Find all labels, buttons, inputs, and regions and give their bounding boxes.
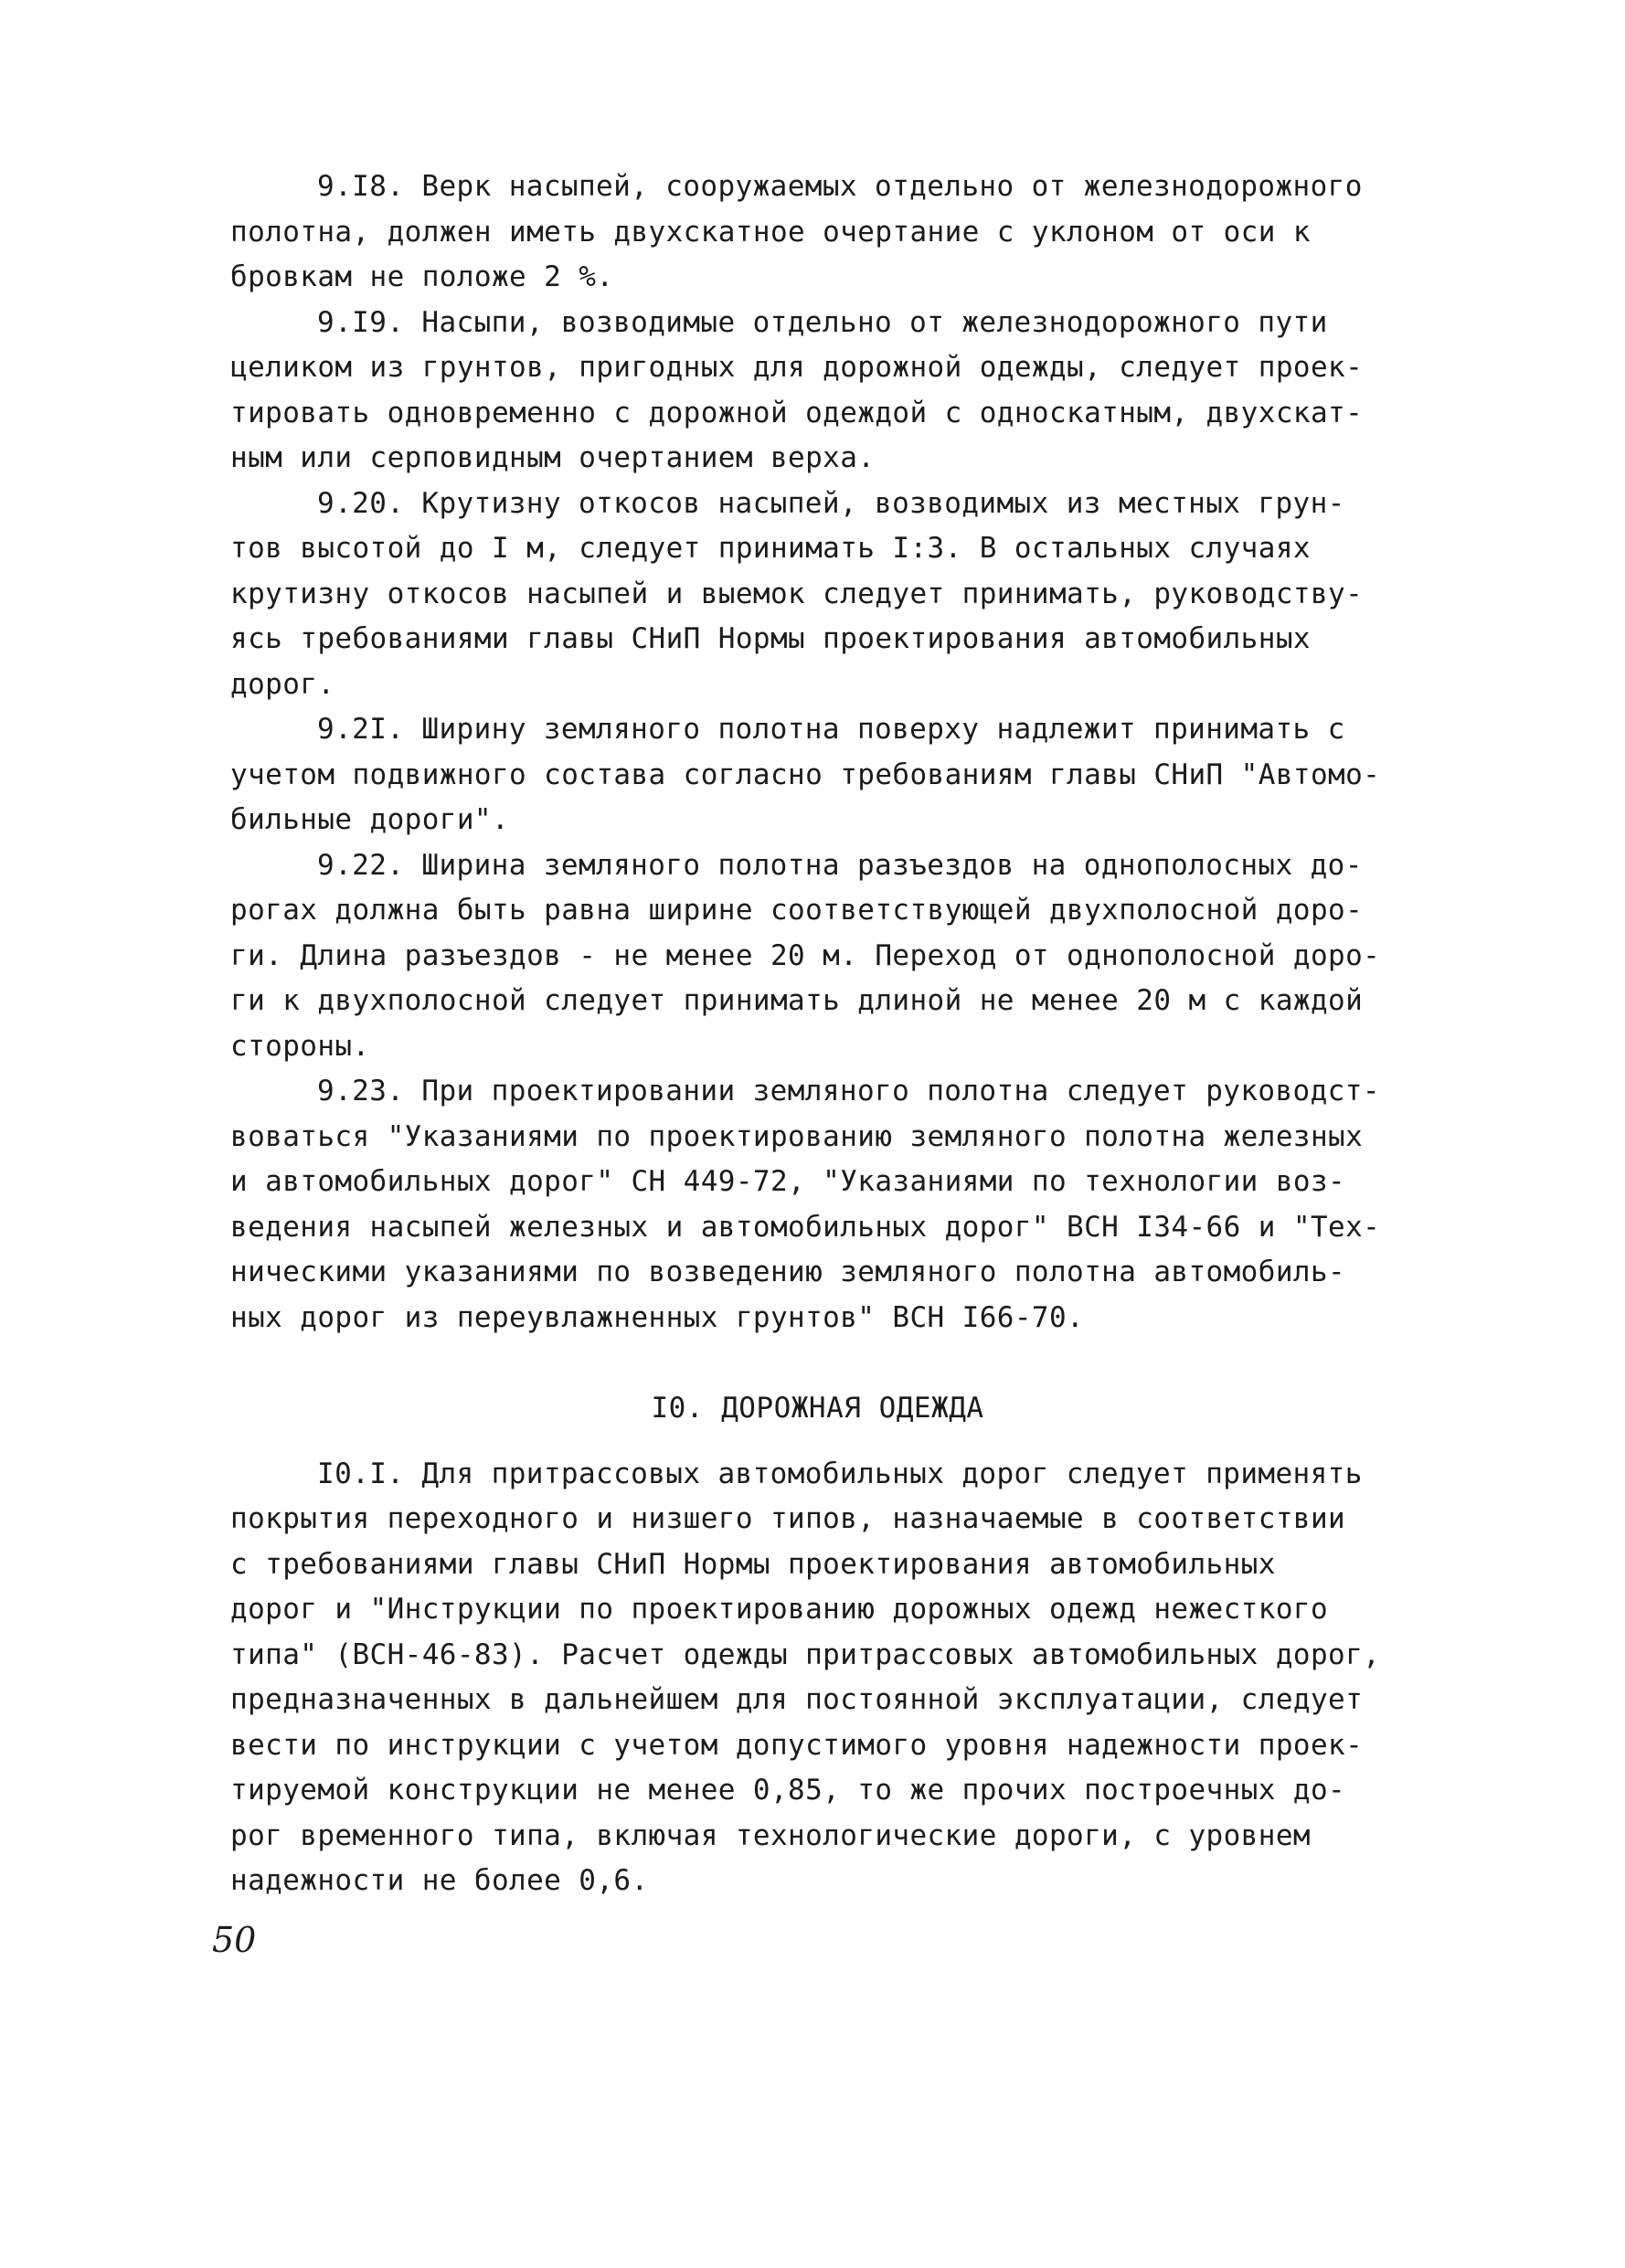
text-line: учетом подвижного состава согласно требованиям главы СНиП "Автомо- [230, 758, 1381, 791]
section-heading: I0. ДОРОЖНАЯ ОДЕЖДА [651, 1392, 984, 1425]
text-line: 9.I9. Насыпи, возводимые отдельно от железнодорожного пути [317, 305, 1328, 339]
text-line: надежности не более 0,6. [230, 1864, 649, 1897]
text-line: ясь требованиями главы СНиП Нормы проектирования автомобильных [230, 622, 1311, 655]
text-line: крутизну откосов насыпей и выемок следует принимать, руководству- [230, 577, 1364, 610]
text-line: с требованиями главы СНиП Нормы проектирования автомобильных [230, 1547, 1276, 1581]
text-line: воваться "Указаниями по проектированию земляного полотна железных [230, 1119, 1364, 1153]
page-number: 50 [212, 1920, 257, 1960]
paragraph-9-20 [230, 482, 1405, 708]
paragraph-9-21 [230, 707, 1405, 843]
text-line: 9.2I. Ширину земляного полотна поверху надлежит принимать с [317, 713, 1345, 746]
text-line: вести по инструкции с учетом допустимого уровня надежности проек- [230, 1728, 1364, 1762]
text-line: тов высотой до I м, следует принимать I:3. В остальных случаях [230, 532, 1311, 565]
text-line: I0.I. Для притрассовых автомобильных дорог следует применять [317, 1457, 1363, 1490]
paragraph-9-23 [230, 1069, 1405, 1341]
text-line: 9.I8. Верк насыпей, сооружаемых отдельно от железнодорожного [317, 170, 1363, 203]
text-line: ническими указаниями по возведению земляного полотна автомобиль- [230, 1256, 1346, 1288]
document-body [230, 164, 1405, 1904]
text-line: бровкам не положе 2 %. [230, 260, 614, 293]
text-line: типа" (ВСН-46-83). Расчет одежды притрассовых автомобильных дорог, [230, 1637, 1381, 1671]
text-line: дорог и "Инструкции по проектированию дорожных одежд нежесткого [230, 1593, 1329, 1626]
paragraph-9-19 [230, 301, 1405, 482]
paragraph-9-22 [230, 843, 1405, 1070]
text-line: тировать одновременно с дорожной одеждой с односкатным, двухскат- [230, 396, 1364, 429]
text-line: 9.20. Крутизну откосов насыпей, возводимых из местных грун- [317, 486, 1345, 520]
text-line: рог временного типа, включая технологические дороги, с уровнем [230, 1818, 1311, 1852]
text-line: ведения насыпей железных и автомобильных дорог" ВСН I34-66 и "Тех- [230, 1210, 1381, 1244]
text-line: рогах должна быть равна ширине соответствующей двухполосной доро- [230, 894, 1364, 927]
text-line: бильные дороги". [230, 803, 510, 836]
text-line: предназначенных в дальнейшем для постоянной эксплуатации, следует [230, 1683, 1364, 1716]
text-line: ных дорог из переувлажненных грунтов" ВСН I66-70. [230, 1300, 1085, 1334]
text-line: 9.23. При проектировании земляного полотна следует руководст- [317, 1075, 1380, 1108]
paragraph-10-1 [230, 1452, 1405, 1904]
text-line: тируемой конструкции не менее 0,85, то же прочих построечных до- [230, 1774, 1346, 1807]
text-line: покрытия переходного и низшего типов, назначаемые в соответствии [230, 1502, 1346, 1535]
paragraph-9-18 [230, 164, 1405, 301]
text-line: ги к двухполосной следует принимать длиной не менее 20 м с каждой [230, 984, 1364, 1017]
text-line: ги. Длина разъездов - не менее 20 м. Переход от однополосной доро- [230, 938, 1381, 972]
text-line: 9.22. Ширина земляного полотна разъездов на однополосных до- [317, 848, 1363, 882]
text-line: ным или серповидным очертанием верха. [230, 441, 876, 474]
text-line: стороны. [230, 1029, 370, 1063]
text-line: и автомобильных дорог" СН 449-72, "Указаниями по технологии воз- [230, 1165, 1346, 1198]
text-line: целиком из грунтов, пригодных для дорожной одежды, следует проек- [230, 351, 1364, 384]
text-line: полотна, должен иметь двухскатное очертание с уклоном от оси к [230, 215, 1311, 249]
text-line: дорог. [230, 667, 335, 701]
